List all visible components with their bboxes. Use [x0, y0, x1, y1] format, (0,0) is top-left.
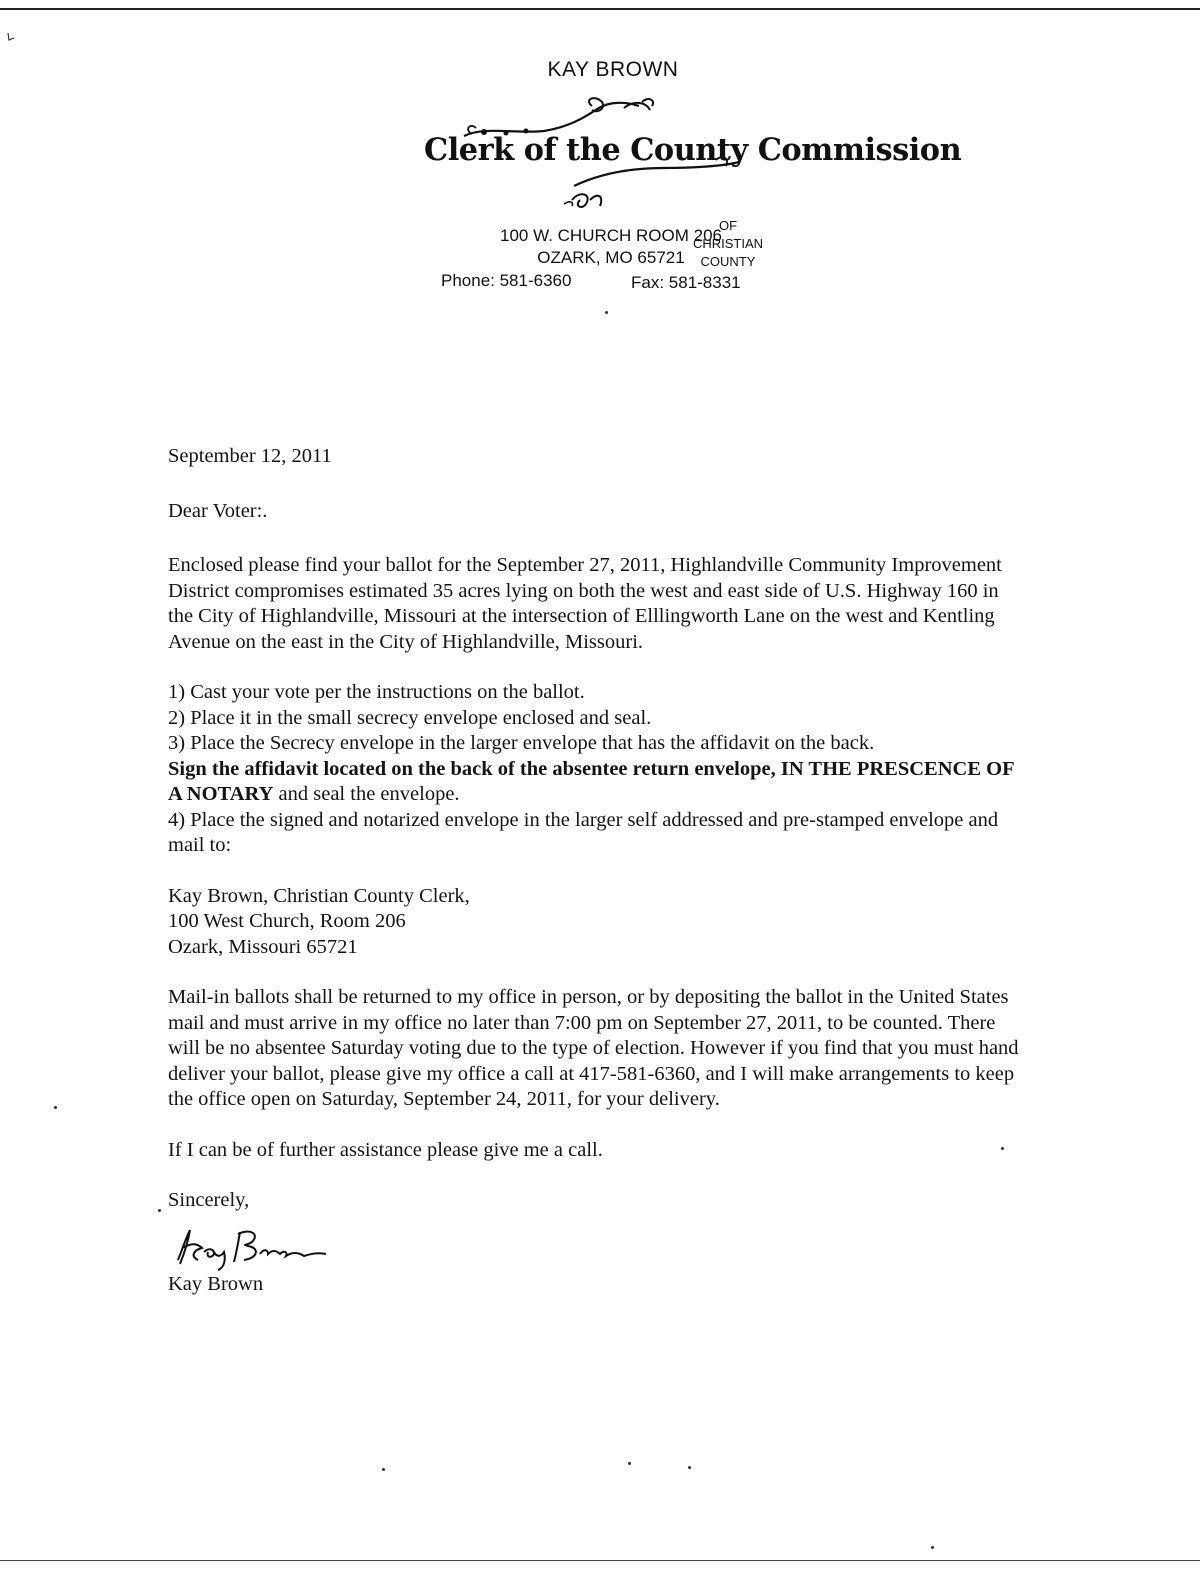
scan-speck: [931, 1546, 934, 1549]
salutation: Dear Voter:.: [168, 499, 268, 522]
logo-title: Clerk of the County Commission: [424, 132, 962, 168]
return-address: [168, 884, 1028, 961]
address-line-2: OZARK, MO 65721: [537, 248, 685, 267]
scan-mark-icon: [6, 32, 16, 42]
intro-paragraph: Enclosed please find your ballot for the September 27, 2011, Highlandville Community Improvement District compromises estimated 35 acres lying on both the west and east side of U.S. Highway 160 in the City of Highlandville, Missouri at the intersection of Elllingworth Lane on the west and Kentling Avenue on the east in the City of Highlandville, Missouri.: [168, 554, 1002, 653]
assistance-line: If I can be of further assistance please give me a call.: [168, 1138, 603, 1161]
scan-edge-top: [0, 8, 1200, 10]
return-address-line-2: 100 West Church, Room 206: [168, 910, 406, 932]
signer-name: Kay Brown: [168, 1272, 264, 1295]
phone-number: Phone: 581-6360: [441, 271, 572, 290]
scan-speck: [605, 311, 608, 314]
return-address-line-1: Kay Brown, Christian County Clerk,: [168, 884, 470, 907]
mail-in-paragraph: Mail-in ballots shall be returned to my office in person, or by depositing the ballot in the United States mail and must arrive in my office no later than 7:00 pm on September 27, 2011, to be counted. There will be no absentee Saturday voting due to the type of election. However if you find that you must hand deliver your ballot, please give my office a call at 417-581-6360, and I will make arrangements to keep the office open on Saturday, September 24, 2011, for your delivery.: [168, 986, 1019, 1110]
letter-body: [168, 444, 1028, 1297]
letter-date: September 12, 2011: [168, 445, 332, 467]
letterhead: [0, 54, 1200, 304]
step-3: 3) Place the Secrecy envelope in the larger envelope that has the affidavit on the back.: [168, 732, 875, 754]
letterhead-name: KAY BROWN: [547, 58, 679, 81]
return-address-line-3: Ozark, Missouri 65721: [168, 935, 358, 958]
closing: Sincerely,: [168, 1189, 250, 1211]
scan-edge-bottom: [0, 1560, 1200, 1561]
step-4: 4) Place the signed and notarized envelope in the larger self addressed and pre-stamped envelope and mail to:: [168, 808, 999, 856]
step-1: 1) Cast your vote per the instructions on the ballot.: [168, 681, 585, 703]
logo-of: OF: [718, 218, 738, 233]
step-3-bold-text: Sign the affidavit located on the back of the absentee return envelope, IN THE PRESCENCE OF A NOTARY: [168, 757, 1014, 805]
logo-county: COUNTY: [700, 254, 756, 269]
address-line-1: 100 W. CHURCH ROOM 206: [500, 226, 722, 245]
logo-christian: CHRISTIAN: [692, 236, 764, 251]
step-3-notary: [168, 757, 1028, 808]
scan-speck: [628, 1462, 631, 1465]
step-3-tail-text: and seal the envelope.: [273, 783, 460, 805]
scan-speck: [158, 1209, 161, 1212]
scan-speck: [54, 1106, 57, 1109]
fax-number: Fax: 581-8331: [631, 273, 741, 292]
instruction-steps: [168, 680, 1028, 859]
scan-speck: [382, 1468, 385, 1471]
scan-speck: [688, 1466, 691, 1469]
signature-icon: [168, 1222, 368, 1272]
step-2: 2) Place it in the small secrecy envelope enclosed and seal.: [168, 706, 652, 729]
